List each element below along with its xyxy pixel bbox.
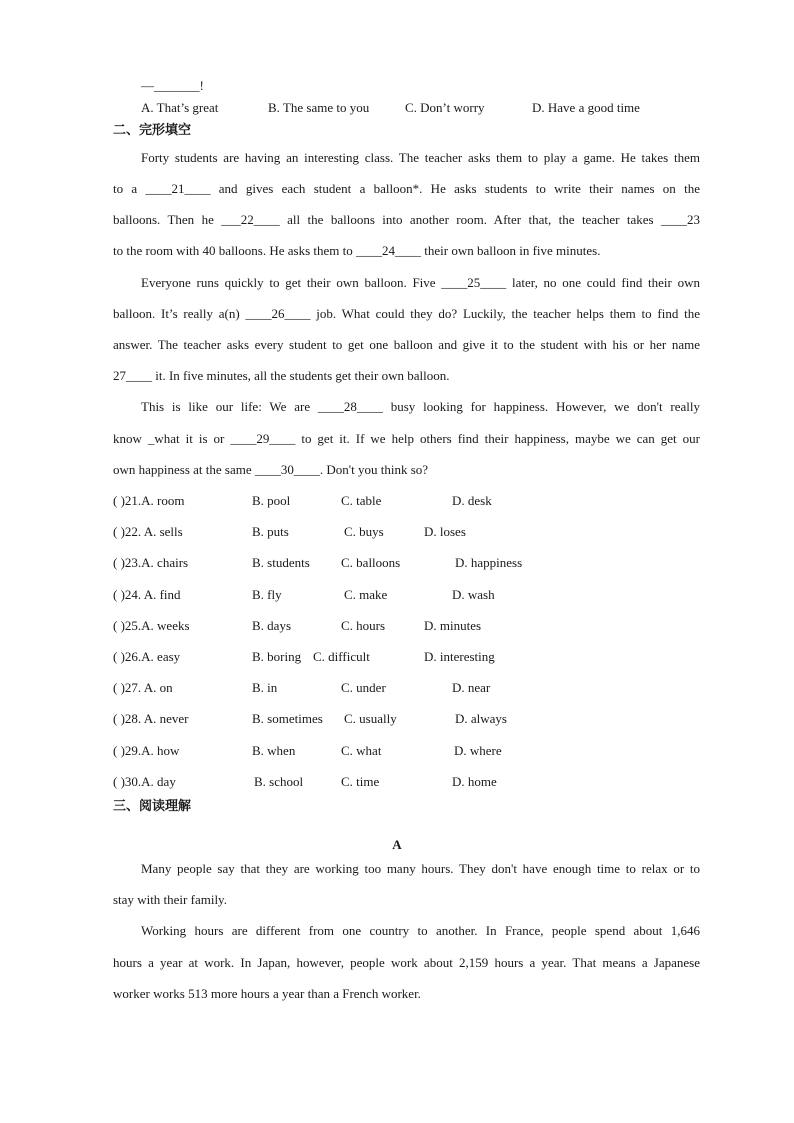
choice-d: D. always [455,711,507,726]
section-heading-cloze: 二、完形填空 [113,123,192,138]
question-number-a: ( )28. A. never [113,711,189,726]
choice-c: C. hours [341,618,386,633]
choice-b: B. pool [252,493,291,508]
reading-line: hours a year at work. In Japan, however, people work about 2,159 hours a year. That means a Japanese [113,955,700,970]
choice-d: D. minutes [424,618,482,633]
choice-b: B. school [254,774,304,789]
question-number-a: ( )23.A. chairs [113,555,189,570]
choice-b: B. sometimes [252,711,323,726]
choice-b: B. puts [252,524,289,539]
cloze-line: know _what it is or ____29____ to get it. If we help others find their happiness, maybe we can get our [113,431,700,446]
answer-blank-line: —_______! [141,78,204,93]
cloze-line: answer. The teacher asks every student to get one balloon and give it to the student with his or her name [113,337,700,352]
cloze-line: own happiness at the same ____30____. Don't you think so? [113,462,429,477]
section-heading-reading: 三、阅读理解 [113,799,192,814]
question-number-a: ( )27. A. on [113,680,173,695]
choice-d: D. happiness [455,555,523,570]
choice-c: C. usually [344,711,397,726]
reading-line: Working hours are different from one country to another. In France, people spend about 1,646 [141,923,700,938]
choice-c: C. make [344,587,388,602]
cloze-line: Everyone runs quickly to get their own balloon. Five ____25____ later, no one could find their own [141,275,700,290]
passage-label: A [392,837,402,852]
choice-d: D. home [452,774,497,789]
reading-line: worker works 513 more hours a year than a French worker. [113,986,421,1001]
cloze-line: Forty students are having an interesting class. The teacher asks them to play a game. He takes them [141,150,700,165]
question-number-a: ( )30.A. day [113,774,176,789]
choice-b: B. days [252,618,291,633]
choice-d: D. near [452,680,491,695]
option-d: D. Have a good time [532,100,640,115]
choice-b: B. fly [252,587,282,602]
question-number-a: ( )21.A. room [113,493,185,508]
choice-d: D. interesting [424,649,495,664]
choice-d: D. loses [424,524,466,539]
choice-b: B. boring [252,649,302,664]
choice-d: D. wash [452,587,495,602]
question-number-a: ( )22. A. sells [113,524,183,539]
cloze-line: to a ____21____ and gives each student a balloon*. He asks students to write their names on the [113,181,700,196]
reading-line: Many people say that they are working too many hours. They don't have enough time to relax or to [141,861,700,876]
choice-c: C. time [341,774,380,789]
choice-c: C. table [341,493,382,508]
cloze-line: to the room with 40 balloons. He asks them to ____24____ their own balloon in five minutes. [113,243,601,258]
choice-c: C. under [341,680,386,695]
cloze-line: balloon. It’s really a(n) ____26____ job. What could they do? Luckily, the teacher helps them to find the [113,306,700,321]
cloze-line: 27____ it. In five minutes, all the students get their own balloon. [113,368,450,383]
choice-c: C. difficult [313,649,370,664]
choice-d: D. desk [452,493,492,508]
reading-line: stay with their family. [113,892,227,907]
question-number-a: ( )24. A. find [113,587,181,602]
choice-c: C. buys [344,524,384,539]
cloze-line: This is like our life: We are ____28____ busy looking for happiness. However, we don't really [141,399,700,414]
option-c: C. Don’t worry [405,100,485,115]
option-b: B. The same to you [268,100,370,115]
question-number-a: ( )26.A. easy [113,649,181,664]
choice-c: C. what [341,743,382,758]
question-number-a: ( )29.A. how [113,743,180,758]
question-number-a: ( )25.A. weeks [113,618,190,633]
choice-b: B. in [252,680,278,695]
choice-d: D. where [454,743,502,758]
choice-c: C. balloons [341,555,401,570]
choice-b: B. when [252,743,296,758]
option-a: A. That’s great [141,100,219,115]
choice-b: B. students [252,555,310,570]
cloze-line: balloons. Then he ___22____ all the balloons into another room. After that, the teacher takes ____23 [113,212,700,227]
